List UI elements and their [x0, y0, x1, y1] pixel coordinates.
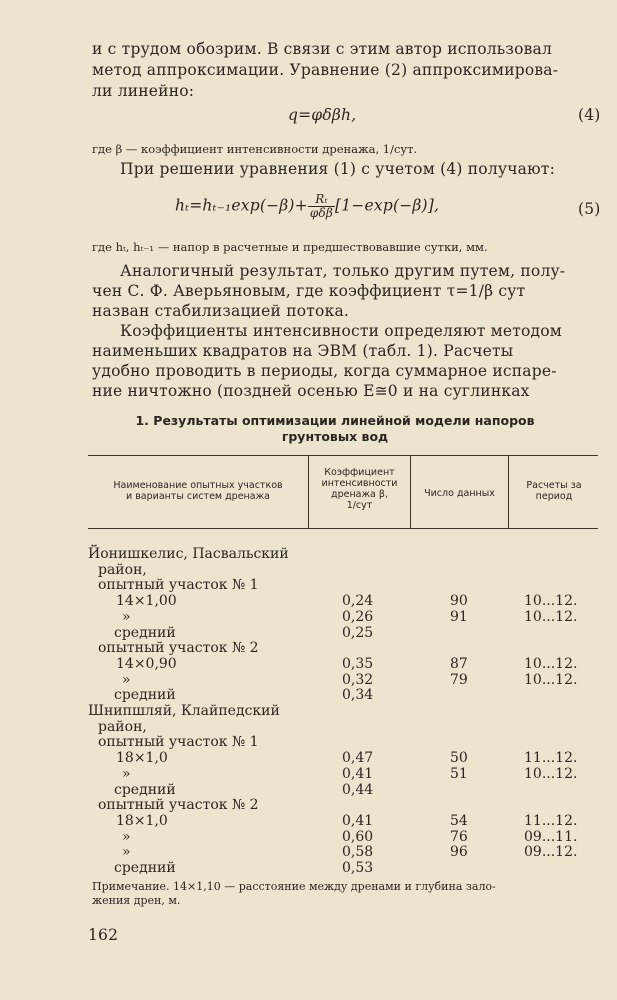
table-row	[88, 783, 600, 798]
row-name: средний	[114, 781, 176, 798]
row-coefficient: 0,25	[342, 624, 374, 641]
row-name: 14×1,00	[116, 593, 177, 610]
row-name: опытный участок № 1	[98, 577, 259, 594]
row-name: »	[122, 671, 131, 688]
table-row	[88, 720, 600, 735]
note-line: Примечание. 14×1,10 — расстояние между дренами и глубина зало-	[92, 880, 496, 893]
header-line: дренажа β,	[331, 489, 388, 500]
row-name: »	[122, 844, 131, 861]
row-name: опытный участок № 2	[98, 797, 259, 814]
table-row	[88, 798, 600, 813]
table-row	[88, 594, 600, 609]
row-coefficient: 0,53	[342, 860, 374, 876]
text-line: чен С. Ф. Аверьяновым, где коэффициент τ=1/β сут	[92, 282, 526, 300]
row-count: 51	[450, 765, 468, 782]
row-period: 10...12.	[524, 765, 578, 782]
row-count: 87	[450, 655, 468, 672]
table-row	[88, 626, 600, 641]
table-row	[88, 735, 600, 750]
header-coefficient	[309, 467, 410, 511]
fraction-denominator: φδβ	[309, 206, 334, 220]
header-name	[88, 480, 308, 502]
header-line: Коэффициент	[324, 467, 395, 478]
text-line: наименьших квадратов на ЭВМ (табл. 1). Расчеты	[92, 342, 514, 360]
row-name: »	[122, 608, 131, 625]
table-top-rule	[88, 455, 598, 456]
table-row	[88, 563, 600, 578]
row-period: 10...12.	[524, 671, 578, 688]
table-row	[88, 578, 600, 593]
table-row	[88, 673, 600, 688]
table-title-line: грунтовых вод	[281, 429, 389, 444]
table-row	[88, 830, 600, 845]
row-coefficient: 0,58	[342, 844, 374, 861]
header-line: интенсивности	[321, 478, 398, 489]
row-name: Йонишкелис, Пасвальский	[88, 546, 289, 562]
text-line: удобно проводить в периоды, когда суммарное испаре-	[92, 362, 557, 380]
row-count: 79	[450, 671, 468, 688]
row-period: 11...12.	[524, 750, 578, 767]
text-line: метод аппроксимации. Уравнение (2) аппроксимирова-	[92, 61, 559, 79]
text-line: ли линейно:	[92, 82, 195, 100]
text-line: назван стабилизацией потока.	[92, 302, 350, 320]
header-line: Расчеты за	[526, 480, 582, 491]
row-coefficient: 0,32	[342, 671, 374, 688]
table-title	[92, 413, 578, 445]
row-count: 54	[450, 812, 468, 829]
header-count: Число данных	[424, 488, 495, 499]
table-row	[88, 861, 600, 876]
row-count: 50	[450, 750, 468, 767]
table-title-line: 1. Результаты оптимизации линейной модели напоров	[135, 413, 535, 428]
equation-5	[175, 193, 439, 220]
text-line: При решении уравнения (1) с учетом (4) получают:	[120, 160, 555, 178]
row-period: 10...12.	[524, 655, 578, 672]
row-period: 09...11.	[524, 828, 578, 845]
note-line: жения дрен, м.	[92, 894, 181, 907]
table-header-rule	[88, 528, 598, 529]
row-name: район,	[98, 561, 147, 578]
row-name: опытный участок № 1	[98, 734, 259, 751]
text-line: Аналогичный результат, только другим путем, полу-	[120, 262, 566, 280]
table-row	[88, 704, 600, 719]
row-name: средний	[114, 860, 176, 876]
row-name: Шнипшляй, Клайпедский	[88, 703, 280, 719]
row-name: средний	[114, 624, 176, 641]
row-coefficient: 0,35	[342, 655, 374, 672]
where-beta: где β — коэффициент интенсивности дренажа, 1/сут.	[92, 142, 418, 156]
text-line: ние ничтожно (поздней осенью E≅0 и на суглинках	[92, 382, 530, 400]
header-period	[509, 480, 599, 502]
table-row	[88, 814, 600, 829]
table-row	[88, 641, 600, 656]
row-name: 14×0,90	[116, 655, 177, 672]
row-coefficient: 0,44	[342, 781, 374, 798]
row-count: 76	[450, 828, 468, 845]
row-count: 91	[450, 608, 468, 625]
fraction-numerator: Rₜ	[308, 193, 335, 207]
equation-5-number: (5)	[578, 200, 601, 218]
row-period: 10...12.	[524, 608, 578, 625]
table-row	[88, 657, 600, 672]
header-line: и варианты систем дренажа	[126, 491, 270, 502]
row-name: »	[122, 765, 131, 782]
table-row	[88, 547, 600, 562]
row-coefficient: 0,34	[342, 687, 374, 704]
table-note	[92, 880, 496, 908]
equation-5-left: hₜ=hₜ₋₁exp(−β)+	[175, 196, 308, 215]
row-period: 11...12.	[524, 812, 578, 829]
row-count: 96	[450, 844, 468, 861]
table-row	[88, 767, 600, 782]
row-coefficient: 0,24	[342, 593, 374, 610]
row-name: средний	[114, 687, 176, 704]
header-line: Наименование опытных участков	[113, 480, 283, 491]
row-name: 18×1,0	[116, 750, 168, 767]
table-row	[88, 845, 600, 860]
row-name: »	[122, 828, 131, 845]
table-row	[88, 751, 600, 766]
where-h: где hₜ, hₜ₋₁ — напор в расчетные и предшествовавшие сутки, мм.	[92, 240, 488, 254]
row-coefficient: 0,41	[342, 765, 374, 782]
row-coefficient: 0,26	[342, 608, 374, 625]
equation-5-right: [1−exp(−β)],	[335, 196, 440, 215]
equation-5-fraction	[308, 193, 335, 220]
equation-4: q=φδβh,	[288, 106, 357, 124]
row-name: опытный участок № 2	[98, 640, 259, 657]
row-period: 10...12.	[524, 593, 578, 610]
text-line: Коэффициенты интенсивности определяют методом	[120, 322, 563, 340]
row-name: 18×1,0	[116, 812, 168, 829]
page-number: 162	[88, 926, 119, 944]
text-line: и с трудом обозрим. В связи с этим автор использовал	[92, 40, 553, 58]
row-period: 09...12.	[524, 844, 578, 861]
table-row	[88, 610, 600, 625]
header-line: 1/сут	[346, 500, 373, 511]
row-count: 90	[450, 593, 468, 610]
row-coefficient: 0,60	[342, 828, 374, 845]
row-coefficient: 0,47	[342, 750, 374, 767]
header-line: период	[535, 491, 573, 502]
equation-4-number: (4)	[578, 106, 601, 124]
table-row	[88, 688, 600, 703]
row-name: район,	[98, 718, 147, 735]
row-coefficient: 0,41	[342, 812, 374, 829]
